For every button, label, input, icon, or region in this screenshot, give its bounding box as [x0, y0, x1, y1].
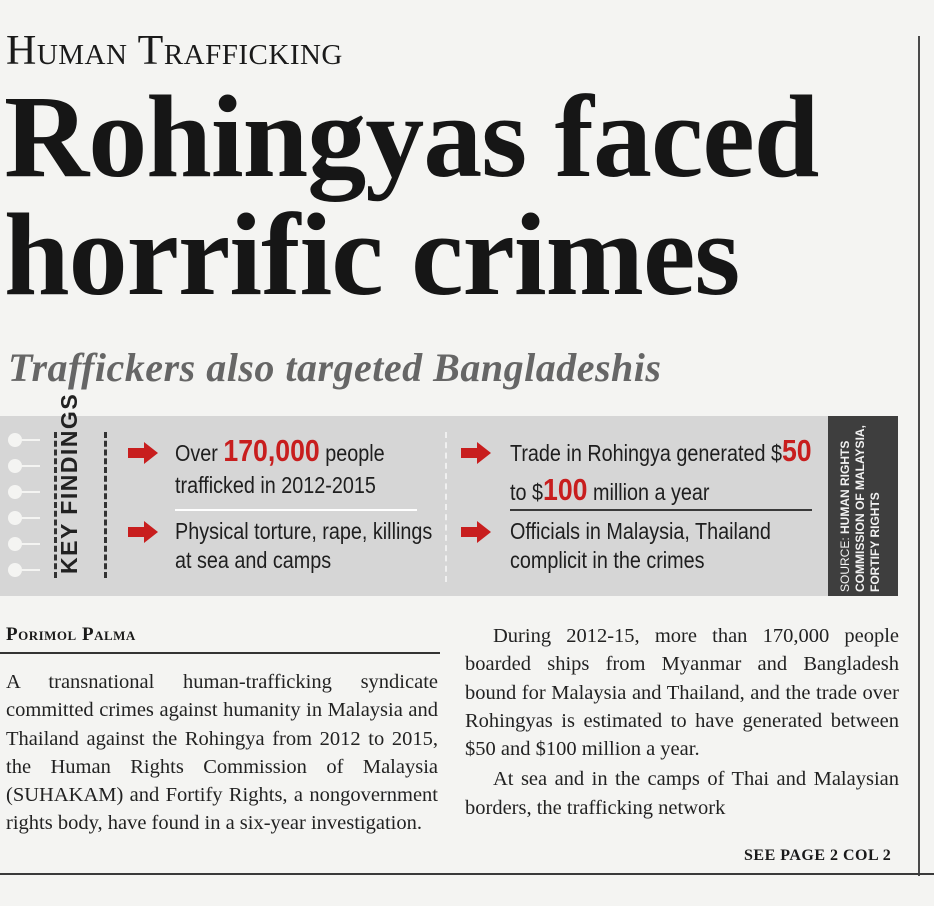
- red-arrow-icon: [461, 521, 491, 543]
- finding-3-number-low: 50: [781, 433, 812, 468]
- article-column-1: [6, 668, 438, 838]
- section-kicker: Human Trafficking: [6, 28, 343, 74]
- finding-divider: [510, 509, 812, 511]
- dot-connector: [16, 465, 40, 467]
- finding-3: Trade in Rohingya generated $50 to $100 million a year: [510, 433, 812, 507]
- byline-rule: [0, 652, 440, 654]
- finding-2: Physical torture, rape, killings at sea and camps: [175, 518, 433, 573]
- dot-connector: [16, 439, 40, 441]
- findings-column-divider: [445, 432, 447, 582]
- key-findings-label: KEY FINDINGS: [56, 392, 82, 574]
- red-arrow-icon: [128, 521, 158, 543]
- dot-connector: [16, 517, 40, 519]
- finding-3-number-high: 100: [543, 471, 588, 507]
- paragraph: At sea and in the camps of Thai and Malaysian borders, the trafficking network: [465, 768, 899, 819]
- paragraph: During 2012-15, more than 170,000 people boarded ships from Myanmar and Bangladesh bound for Malaysia and Thailand, and the trade over Rohingyas is estimated to have generated between $50 and $100 million a year.: [465, 625, 899, 761]
- dot-connector: [16, 569, 40, 571]
- red-arrow-icon: [461, 442, 491, 464]
- page-bottom-rule: [0, 873, 934, 875]
- page-right-rule: [918, 36, 920, 876]
- finding-1: Over 170,000 people trafficked in 2012-2015: [175, 433, 385, 498]
- dot-connector: [16, 491, 40, 493]
- finding-1-number: 170,000: [223, 433, 320, 468]
- finding-4: Officials in Malaysia, Thailand complicit in the crimes: [510, 518, 771, 573]
- continuation-link[interactable]: SEE PAGE 2 COL 2: [744, 847, 892, 864]
- dot-connector: [16, 543, 40, 545]
- subheadline: Traffickers also targeted Bangladeshis: [8, 345, 662, 390]
- headline: Rohingyas faced horrific crimes: [4, 71, 819, 320]
- finding-divider: [175, 509, 417, 511]
- source-credit: SOURCE: HUMAN RIGHTS COMMISSION OF MALAYSIA, FORTIFY RIGHTS: [838, 425, 882, 592]
- paragraph: A transnational human-trafficking syndicate committed crimes against humanity in Malaysia and Thailand against the Rohingya from 2012 to 2015, the Human Rights Commission of Malaysia (SUHAKAM) and Fortify Rights, a nongovernment rights body, have found in a six-year investigation.: [6, 671, 438, 835]
- red-arrow-icon: [128, 442, 158, 464]
- byline: Porimol Palma: [6, 624, 136, 645]
- article-column-2: [465, 622, 899, 822]
- key-findings-dashed-rule: [104, 432, 107, 578]
